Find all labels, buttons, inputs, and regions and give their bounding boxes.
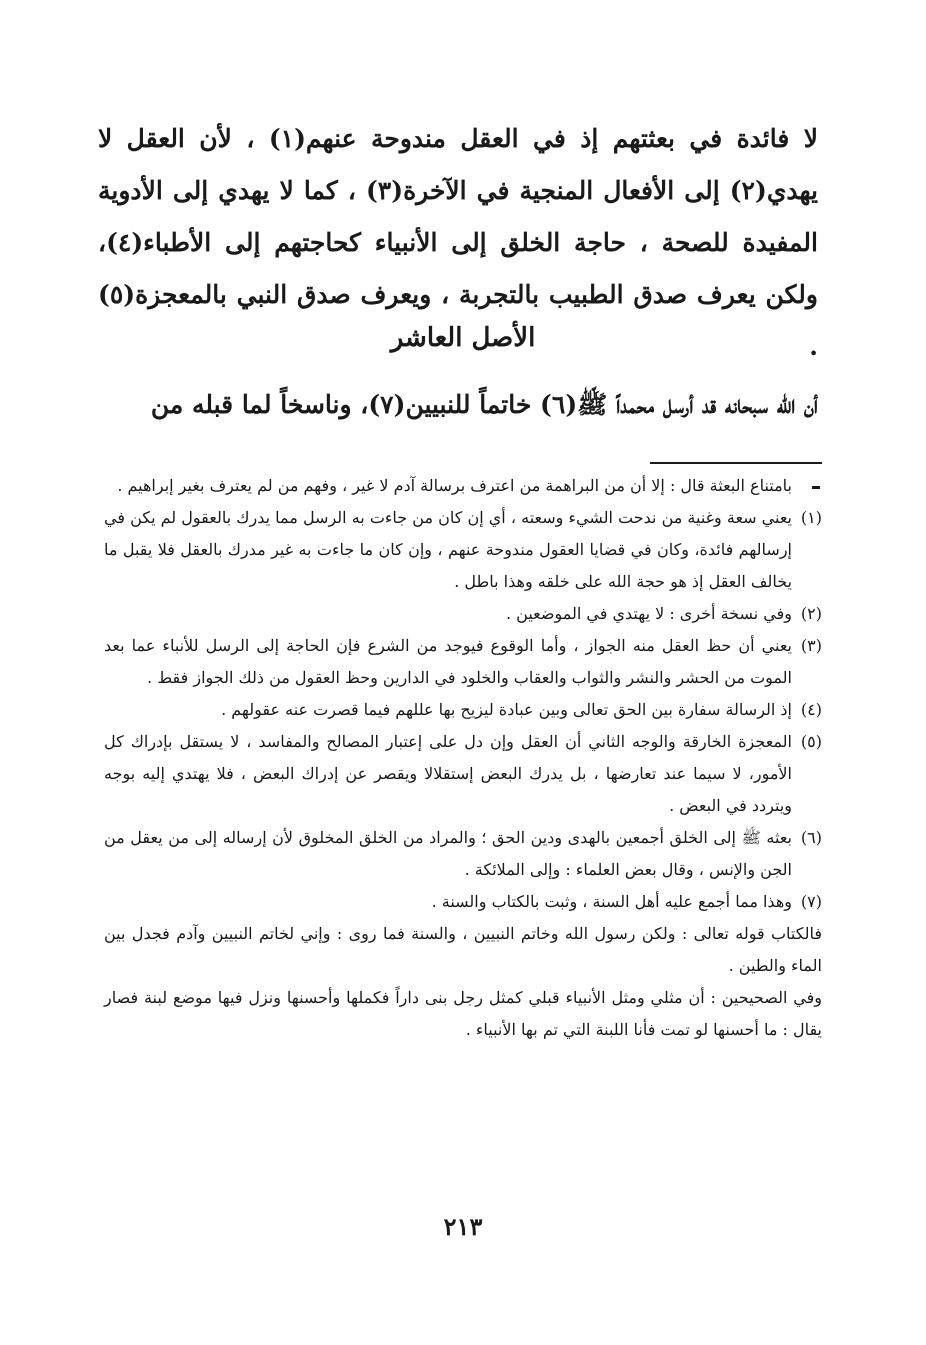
footnote-number: (٣) (800, 636, 822, 655)
footnote-7 (104, 886, 822, 918)
footnote-1 (104, 502, 822, 598)
footnotes (104, 470, 822, 1046)
page-number: ٢١٣ (443, 1212, 483, 1241)
footnote-7-hadith: وفي الصحيحين : أن مثلي ومثل الأنبياء قبلي كمثل رجل بنى داراً فكملها وأحسنها ونزل فيها موضع لبنة فصار يقال : ما أحسنها لو تمت فأنا اللبنة التي تم بها الأنبياء . (104, 988, 822, 1039)
footnote-7-quran: فالكتاب قوله تعالى : ولكن رسول الله وخاتم النبيين ، والسنة فما روى : وإني لخاتم النبيين وآدم فجدل بين الماء والطين . (104, 924, 822, 975)
footnote-number: (٧) (800, 892, 822, 911)
main-paragraph: لا فائدة في بعثتهم إذ في العقل مندوحة عنهم(١) ، لأن العقل لا يهدي(٢) إلى الأفعال المنجية في الآخرة(٣) ، كما لا يهدي إلى الأدوية المفيدة للصحة ، حاجة الخلق إلى الأنبياء كحاجتهم إلى الأطباء(٤)، ولكن يعرف صدق الطبيب بالتجربة ، ويعرف صدق النبي بالمعجزة(٥) . (98, 124, 819, 361)
footnote-number: (١) (800, 508, 822, 527)
footnote-number: (٤) (800, 700, 822, 719)
footnote-lead (104, 470, 822, 502)
footnote-number: (٢) (800, 604, 822, 623)
footnote-text: وفي نسخة أخرى : لا يهتدي في الموضعين . (505, 604, 792, 623)
footnote-lead-text: بامتناع البعثة قال : إلا أن من البراهمة من اعترف برسالة آدم لا غير ، وفهم من لم يعترف بغير إبراهيم . (117, 476, 792, 495)
footnote-text: يعني أن حظ العقل منه الجواز ، وأما الوقوع فيوجد من الشرع فإن الحاجة إلى الرسل للأنباء عما بعد الموت من الحشر والنشر والثواب والعقاب والخلود في الدارين وحظ العقول من ذلك الجواز فقط . (104, 636, 792, 687)
footnote-text: المعجزة الخارقة والوجه الثاني أن العقل وإن دل على إعتبار المصالح والمفاسد ، لا يستقل بإدراك كل الأمور، لا سيما عند تعارضها ، بل يدرك البعض إستقلالا ويقصر عن إدراك البعض ، فلا يهتدي إليه بوجه ويتردد في البعض . (104, 732, 792, 815)
footnote-6 (104, 822, 822, 886)
footnote-text: يعني سعة وغنية من ندحت الشيء وسعته ، أي إن كان من جاءت به الرسل مما يدرك بالعقول لم يكن في إرسالهم فائدة، وكان في قضايا العقول مندوحة عنهم ، وإن كان ما جاءت به غير مدرك بالعقل فلا يقبل ما يخالف العقل إذ هو حجة الله على خلقه وهذا باطل . (104, 508, 793, 591)
footnote-5 (104, 726, 822, 822)
footnote-2 (104, 598, 822, 630)
footnote-number: (٥) (800, 732, 822, 751)
footnote-text: إذ الرسالة سفارة بين الحق تعالى وبين عبادة ليزيح بها عللهم فيما قصرت عنه عقولهم . (221, 700, 792, 719)
footnote-4 (104, 694, 822, 726)
dash-marker (812, 486, 820, 489)
footnote-text: وهذا مما أجمع عليه أهل السنة ، وثبت بالكتاب والسنة . (431, 892, 792, 911)
principle-text: أن الله سبحانه قد أرسل محمداً ﷺ(٦) خاتماً للنبيين(٧)، وناسخاً لما قبله من (150, 390, 818, 419)
footnote-separator (650, 462, 822, 464)
footnote-number: (٦) (800, 828, 822, 847)
footnote-3 (104, 630, 822, 694)
footnote-text: بعثه ﷺ إلى الخلق أجمعين بالهدى ودين الحق ؛ والمراد من الخلق المخلوق لأن إرساله إلى من يعقل من الجن والإنس ، وقال بعض العلماء : وإلى الملائكة . (104, 828, 792, 879)
section-heading: الأصل العاشر (390, 323, 536, 353)
